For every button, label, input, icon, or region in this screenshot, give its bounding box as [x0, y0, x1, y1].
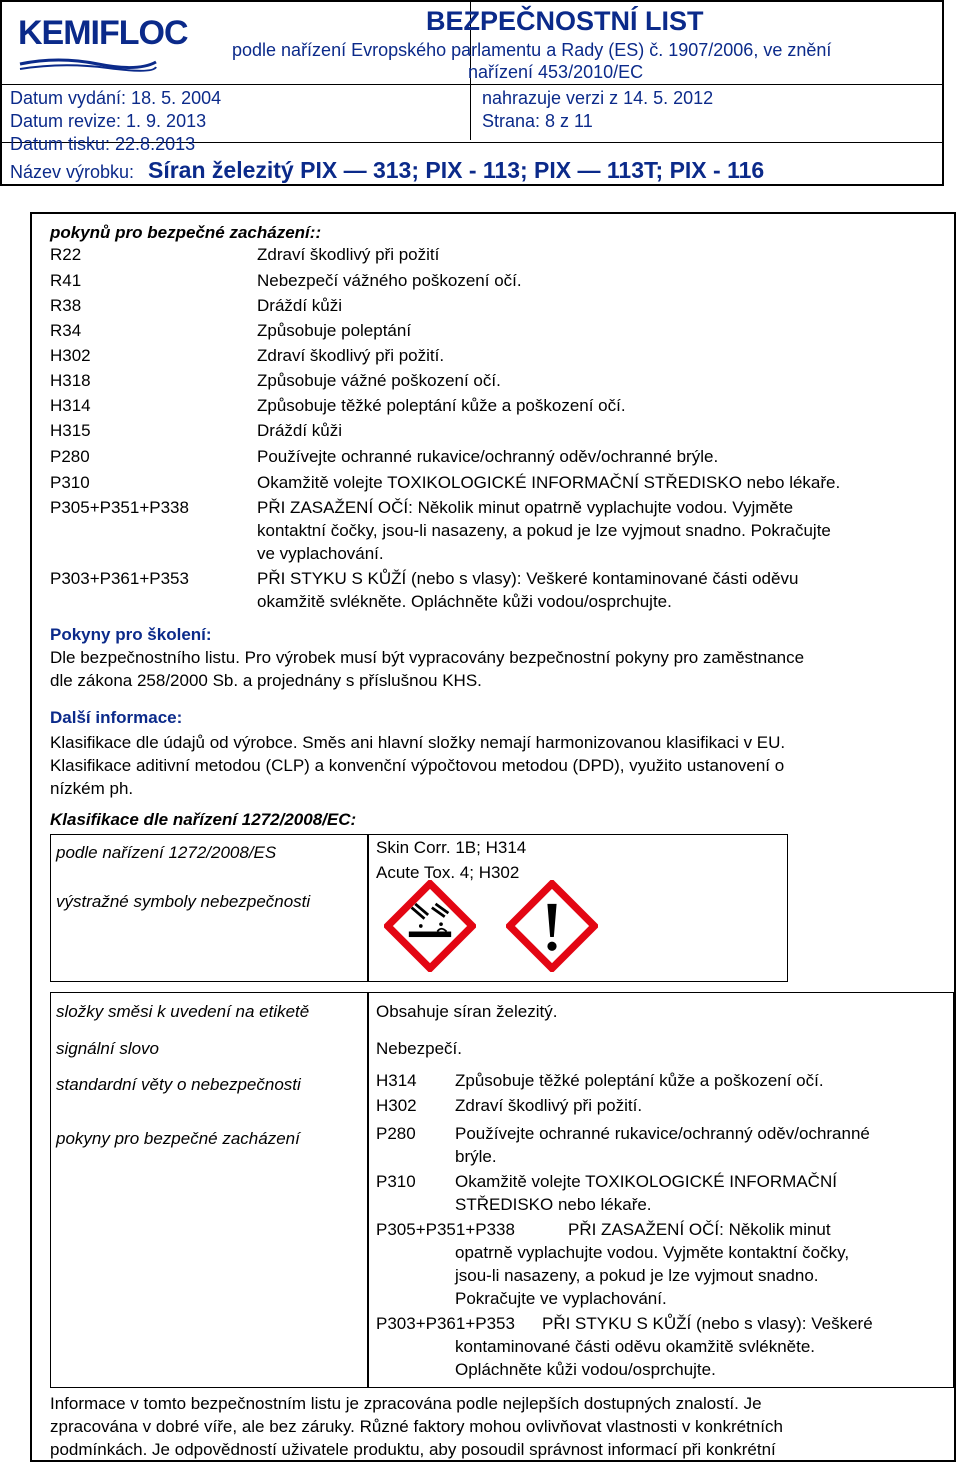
phrase-text: ve vyplachování.	[257, 544, 384, 563]
company-logo: KEMIFLOC	[18, 14, 188, 52]
page-number: Strana: 8 z 11	[482, 111, 593, 131]
phrase-text: Způsobuje vážné poškození očí.	[257, 371, 501, 390]
disclaimer-text: Informace v tomto bezpečnostním listu je zpracována podle nejlepších dostupných znalostí. Je	[50, 1394, 762, 1413]
phrase-code: P305+P351+P338	[50, 498, 189, 517]
phrase-text: Způsobuje poleptání	[257, 321, 412, 340]
phrase-code: H314	[50, 396, 91, 415]
further-info-text: nízkém ph.	[50, 779, 134, 798]
hazard-text: Způsobuje těžké poleptání kůže a poškození očí.	[455, 1071, 824, 1090]
precaution-text: PŘI STYKU S KŮŽÍ (nebo s vlasy): Veškeré	[542, 1314, 873, 1333]
precaution-text: Opláchněte kůži vodou/osprchujte.	[455, 1360, 716, 1379]
logo-swoosh	[18, 56, 158, 77]
signal-word-value: Nebezpečí.	[376, 1039, 462, 1058]
precaution-text: PŘI ZASAŽENÍ OČÍ: Několik minut	[568, 1220, 831, 1239]
hazard-statements-label: standardní věty o nebezpečnosti	[56, 1075, 301, 1094]
regulation-line-2: nařízení 453/2010/EC	[468, 62, 644, 82]
header-divider	[2, 84, 942, 85]
regulation-line-1: podle nařízení Evropského parlamentu a Rady (ES) č. 1907/2006, ve znění	[232, 40, 832, 60]
precaution-code: P305+P351+P338	[376, 1220, 515, 1239]
phrase-text: Zdraví škodlivý při požití	[257, 245, 440, 264]
precaution-text: jsou-li nasazeny, a pokud je lze vyjmout snadno.	[455, 1266, 819, 1285]
phrase-code: H302	[50, 346, 91, 365]
classification-value: Acute Tox. 4; H302	[376, 863, 520, 882]
phrase-text: Nebezpečí vážného poškození očí.	[257, 271, 522, 290]
phrase-text: Způsobuje těžké poleptání kůže a poškození očí.	[257, 396, 626, 415]
phrase-code: P310	[50, 473, 90, 492]
training-text: Dle bezpečnostního listu. Pro výrobek musí být vypracovány bezpečnostní pokyny pro zaměstnance	[50, 648, 805, 667]
hazard-text: Zdraví škodlivý při požití.	[455, 1096, 643, 1115]
phrase-text: Dráždí kůži	[257, 296, 343, 315]
product-name: Síran železitý PIX — 313; PIX - 113; PIX — 113T; PIX - 116	[148, 157, 765, 183]
document-header	[0, 0, 944, 186]
exclamation-mark-icon	[506, 880, 598, 977]
phrase-text: Používejte ochranné rukavice/ochranný oděv/ochranné brýle.	[257, 447, 719, 466]
replaces-version: nahrazuje verzi z 14. 5. 2012	[482, 88, 714, 108]
phrase-text: kontaktní čočky, jsou-li nasazeny, a pokud je lze vyjmout snadno. Pokračujte	[257, 521, 831, 540]
disclaimer-text: zpracována v dobré víře, ale bez záruky. Různé faktory mohou ovlivňovat vlastnosti v konkrétních	[50, 1417, 783, 1436]
precaution-text: Pokračujte ve vyplachování.	[455, 1289, 667, 1308]
precaution-code: P310	[376, 1172, 416, 1191]
print-date: Datum tisku: 22.8.2013	[10, 134, 196, 154]
hazard-code: H314	[376, 1071, 417, 1090]
symbols-label: výstražné symboly nebezpečnosti	[56, 892, 311, 911]
revision-date: Datum revize: 1. 9. 2013	[10, 111, 207, 131]
training-heading: Pokyny pro školení:	[50, 625, 212, 644]
precaution-label: pokyny pro bezpečné zacházení	[56, 1129, 300, 1148]
phrase-text: PŘI ZASAŽENÍ OČÍ: Několik minut opatrně vyplachujte vodou. Vyjměte	[257, 498, 794, 517]
phrase-code: P303+P361+P353	[50, 569, 189, 588]
phrase-code: H318	[50, 371, 91, 390]
components-label: složky směsi k uvedení na etiketě	[56, 1002, 310, 1021]
phrase-text: Zdraví škodlivý při požití.	[257, 346, 445, 365]
phrase-code: R38	[50, 296, 82, 315]
disclaimer-text: podmínkách. Je odpovědností uživatele produktu, aby posoudil správnost informací při konkrétní	[50, 1440, 776, 1459]
hazard-code: H302	[376, 1096, 417, 1115]
phrase-code: R34	[50, 321, 82, 340]
precaution-code: P280	[376, 1124, 416, 1143]
clp-heading: Klasifikace dle nařízení 1272/2008/EC:	[50, 810, 357, 829]
phrase-code: H315	[50, 421, 91, 440]
section-heading: pokynů pro bezpečné zacházení::	[50, 223, 322, 242]
precaution-text: Okamžitě volejte TOXIKOLOGICKÉ INFORMAČNÍ	[455, 1172, 837, 1191]
signal-word-label: signální slovo	[56, 1039, 160, 1058]
precaution-text: STŘEDISKO nebo lékaře.	[455, 1195, 652, 1214]
corrosion-icon	[384, 880, 476, 977]
precaution-text: kontaminované části oděvu okamžitě svlékněte.	[455, 1337, 816, 1356]
phrase-text: PŘI STYKU S KŮŽÍ (nebo s vlasy): Veškeré kontaminované části oděvu	[257, 569, 799, 588]
phrase-text: Okamžitě volejte TOXIKOLOGICKÉ INFORMAČNÍ STŘEDISKO nebo lékaře.	[257, 473, 841, 492]
further-info-text: Klasifikace aditivní metodou (CLP) a konvenční výpočtovou metodou (DPD), využito ustanovení o	[50, 756, 785, 775]
content-frame	[30, 212, 956, 1462]
document-title: BEZPEČNOSTNÍ LIST	[426, 6, 704, 36]
training-text: dle zákona 258/2000 Sb. a projednány s příslušnou KHS.	[50, 671, 482, 690]
phrase-code: R41	[50, 271, 82, 290]
regulation-label: podle nařízení 1272/2008/ES	[56, 843, 277, 862]
phrase-text: Dráždí kůži	[257, 421, 343, 440]
phrase-code: R22	[50, 245, 82, 264]
further-info-text: Klasifikace dle údajů od výrobce. Směs ani hlavní složky nemají harmonizovanou klasifikaci v EU.	[50, 733, 786, 752]
phrase-code: P280	[50, 447, 90, 466]
precaution-text: brýle.	[455, 1147, 497, 1166]
product-label: Název výrobku:	[10, 162, 135, 182]
phrase-text: okamžitě svlékněte. Opláchněte kůži vodou/osprchujte.	[257, 592, 672, 611]
components-value: Obsahuje síran železitý.	[376, 1002, 558, 1021]
classification-value: Skin Corr. 1B; H314	[376, 838, 527, 857]
issue-date: Datum vydání: 18. 5. 2004	[10, 88, 222, 108]
precaution-text: opatrně vyplachujte vodou. Vyjměte kontaktní čočky,	[455, 1243, 850, 1262]
precaution-text: Používejte ochranné rukavice/ochranný oděv/ochranné	[455, 1124, 870, 1143]
further-info-heading: Další informace:	[50, 708, 183, 727]
precaution-code: P303+P361+P353	[376, 1314, 515, 1333]
